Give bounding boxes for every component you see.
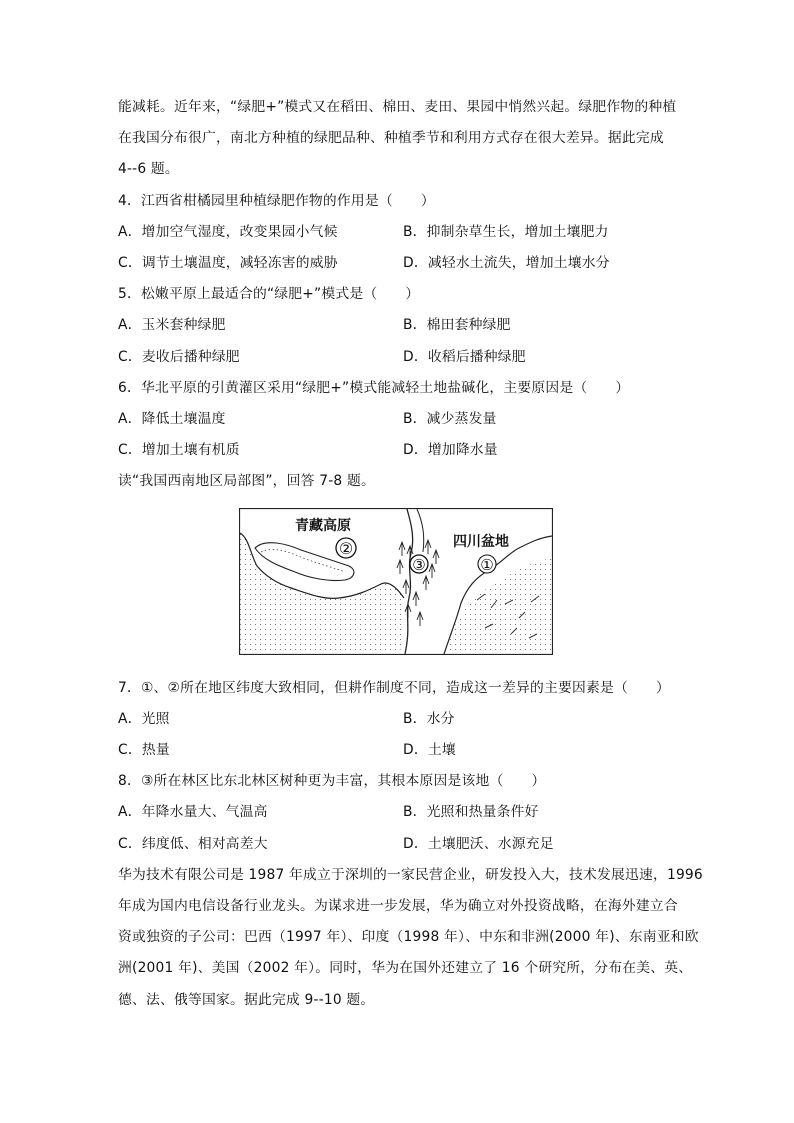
intro-line-1: 能减耗。近年来，“绿肥+”模式又在稻田、棉田、麦田、果园中悄然兴起。绿肥作物的种植: [118, 99, 677, 115]
q5-options-row-1: [118, 310, 678, 341]
q4-option-a: A．增加空气湿度，改变果园小气候: [118, 223, 338, 240]
q5-options-row-2: [118, 342, 678, 373]
marker-3: ③: [412, 555, 426, 574]
passage-line-1: 华为技术有限公司是 1987 年成立于深圳的一家民营企业，研发投入大，技术发展迅速，1996: [118, 866, 703, 883]
q7-options-row-2: [118, 735, 678, 766]
q4-option-d: D．减轻水土流失，增加土壤水分: [403, 255, 610, 272]
q5-option-b: B．棉田套种绿肥: [403, 317, 511, 334]
intro-line-2: 在我国分布很广，南北方种植的绿肥品种、种植季节和利用方式存在很大差异。据此完成: [118, 130, 664, 147]
q5-option-d: D．收稻后播种绿肥: [403, 348, 526, 365]
passage-line-3: 资或独资的子公司：巴西（1997 年）、印度（1998 年）、中东和非洲(2000 年)、东南亚和欧: [118, 929, 699, 946]
map-intro: 读“我国西南地区局部图”，回答 7-8 题。: [118, 473, 375, 490]
q7-option-a: A．光照: [118, 710, 170, 727]
q6-option-c: C．增加土壤有机质: [118, 442, 240, 459]
passage-line-2: 年成为国内电信设备行业龙头。为谋求进一步发展，华为确立对外投资战略，在海外建立合: [118, 898, 678, 915]
q4-option-c: C．调节土壤温度，减轻冻害的威胁: [118, 255, 338, 272]
q4-stem: 4．江西省柑橘园里种植绿肥作物的作用是（ ）: [118, 192, 435, 209]
q8-stem: 8．③所在林区比东北林区树种更为丰富，其根本原因是该地（ ）: [118, 773, 546, 790]
q5-stem: 5．松嫩平原上最适合的“绿肥+”模式是（ ）: [118, 286, 420, 303]
q6-option-a: A．降低土壤温度: [118, 411, 226, 428]
label-qinghai-tibet-plateau: 青藏高原: [295, 517, 351, 534]
q8-option-a: A．年降水量大、气温高: [118, 804, 268, 821]
q6-option-b: B．减少蒸发量: [403, 411, 497, 428]
marker-1: ①: [480, 555, 494, 574]
questions-7-8: [118, 673, 703, 1016]
q6-options-row-1: [118, 404, 678, 435]
passage-line-5: 德、法、俄等国家。据此完成 9--10 题。: [118, 991, 375, 1008]
document-page: [118, 92, 703, 1016]
q6-option-d: D．增加降水量: [403, 442, 498, 459]
q8-options-row-1: [118, 797, 678, 828]
marker-2: ②: [338, 538, 354, 558]
intro-line-3: 4--6 题。: [118, 161, 179, 178]
q8-option-d: D．土壤肥沃、水源充足: [403, 835, 554, 852]
q8-option-c: C．纬度低、相对高差大: [118, 835, 268, 852]
q8-option-b: B．光照和热量条件好: [403, 804, 539, 821]
q4-options-row-1: [118, 217, 678, 248]
q5-option-a: A．玉米套种绿肥: [118, 317, 226, 334]
q7-option-b: B．水分: [403, 710, 455, 727]
q6-stem: 6．华北平原的引黄灌区采用“绿肥+”模式能减轻土地盐碱化，主要原因是（ ）: [118, 379, 630, 396]
q7-option-c: C．热量: [118, 742, 170, 759]
q7-options-row-1: [118, 704, 678, 735]
q4-options-row-2: [118, 248, 678, 279]
q7-stem: 7．①、②所在地区纬度大致相同，但耕作制度不同，造成这一差异的主要因素是（ ）: [118, 679, 670, 696]
q4-option-b: B．抑制杂草生长，增加土壤肥力: [403, 223, 609, 240]
passage-line-4: 洲(2001 年)、美国（2002 年）。同时，华为在国外还建立了 16 个研究所，分布在美、英、: [118, 960, 693, 977]
q5-option-c: C．麦收后播种绿肥: [118, 348, 240, 365]
q7-option-d: D．土壤: [403, 742, 456, 759]
q6-options-row-2: [118, 435, 678, 466]
map-figure: [239, 508, 553, 655]
q8-options-row-2: [118, 829, 678, 860]
southwest-china-map: [239, 508, 553, 655]
label-sichuan-basin: 四川盆地: [453, 533, 509, 550]
